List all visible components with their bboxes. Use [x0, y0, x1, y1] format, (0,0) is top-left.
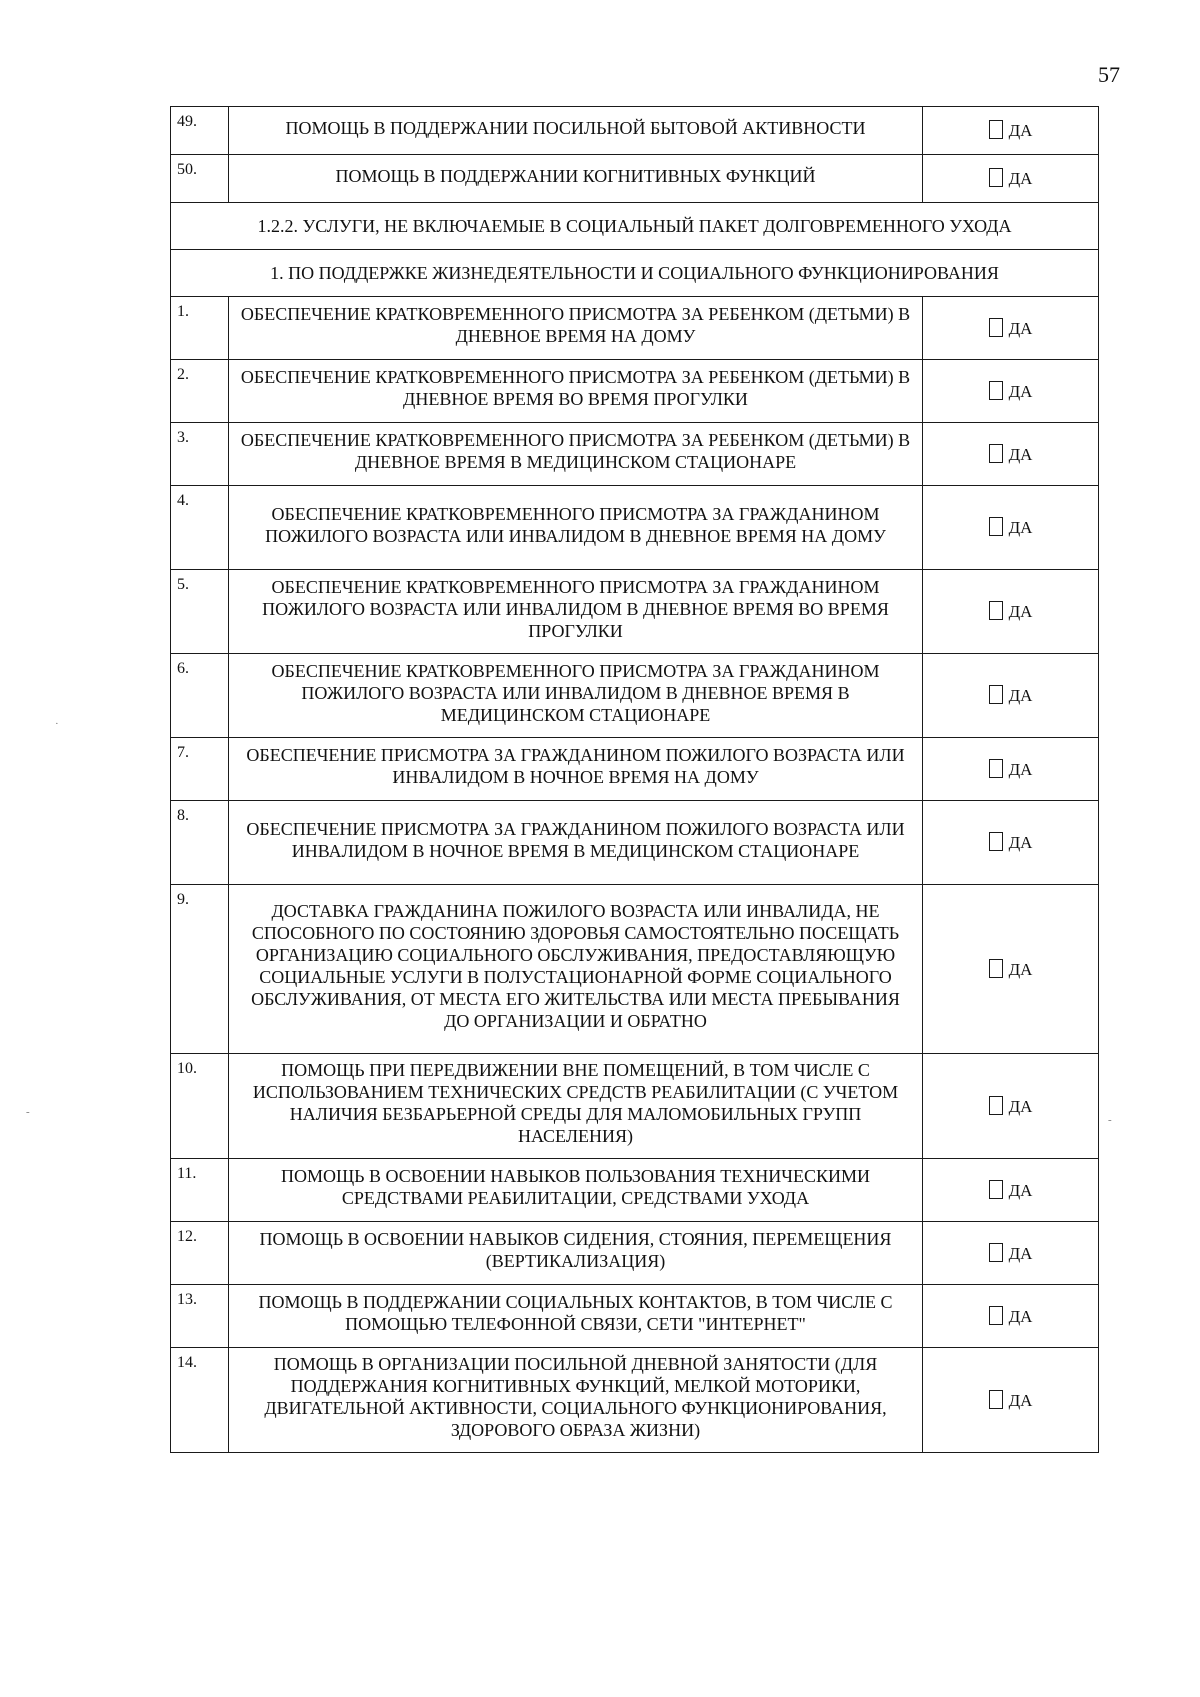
yes-checkbox-cell — [923, 1054, 1099, 1159]
checkbox-label: ДА — [1008, 318, 1033, 338]
checkbox-label: ДА — [1008, 1306, 1033, 1326]
service-description: ПОМОЩЬ В ПОДДЕРЖАНИИ КОГНИТИВНЫХ ФУНКЦИЙ — [229, 155, 923, 203]
table-row — [171, 486, 1099, 570]
row-number: 5. — [171, 570, 229, 654]
table-row — [171, 297, 1099, 360]
table-service-rows — [171, 297, 1099, 1453]
yes-checkbox-cell — [923, 107, 1099, 155]
checkbox[interactable] — [989, 120, 1003, 139]
table-section-headers — [171, 203, 1099, 297]
service-description: ОБЕСПЕЧЕНИЕ КРАТКОВРЕМЕННОГО ПРИСМОТРА ЗА РЕБЕНКОМ (ДЕТЬМИ) В ДНЕВНОЕ ВРЕМЯ ВО ВРЕМЯ ПРОГУЛКИ — [229, 360, 923, 423]
table-row — [171, 1348, 1099, 1453]
checkbox[interactable] — [989, 1180, 1003, 1199]
row-number: 50. — [171, 155, 229, 203]
table-row — [171, 107, 1099, 155]
service-description: ПОМОЩЬ В ПОДДЕРЖАНИИ СОЦИАЛЬНЫХ КОНТАКТОВ, В ТОМ ЧИСЛЕ С ПОМОЩЬЮ ТЕЛЕФОННОЙ СВЯЗИ, СЕТИ "ИНТЕРНЕТ" — [229, 1285, 923, 1348]
table-row — [171, 654, 1099, 738]
yes-checkbox-cell — [923, 297, 1099, 360]
yes-checkbox-cell — [923, 738, 1099, 801]
yes-checkbox-cell — [923, 1222, 1099, 1285]
table-row — [171, 360, 1099, 423]
checkbox[interactable] — [989, 168, 1003, 187]
scan-speck: - — [1108, 1114, 1112, 1126]
checkbox-label: ДА — [1008, 602, 1033, 621]
checkbox[interactable] — [989, 601, 1003, 620]
checkbox-label: ДА — [1008, 759, 1033, 779]
checkbox[interactable] — [989, 318, 1003, 337]
table-row — [171, 423, 1099, 486]
checkbox[interactable] — [989, 517, 1003, 536]
checkbox-label: ДА — [1008, 518, 1033, 537]
service-description: ОБЕСПЕЧЕНИЕ КРАТКОВРЕМЕННОГО ПРИСМОТРА ЗА ГРАЖДАНИНОМ ПОЖИЛОГО ВОЗРАСТА ИЛИ ИНВАЛИДОМ В ДНЕВНОЕ ВРЕМЯ ВО ВРЕМЯ ПРОГУЛКИ — [229, 570, 923, 654]
row-number: 49. — [171, 107, 229, 155]
row-number: 1. — [171, 297, 229, 360]
checkbox-label: ДА — [1008, 1390, 1033, 1410]
yes-checkbox-cell — [923, 1285, 1099, 1348]
section-title-row — [171, 203, 1099, 250]
yes-checkbox-cell — [923, 155, 1099, 203]
table-row — [171, 738, 1099, 801]
service-description: ПОМОЩЬ В ОСВОЕНИИ НАВЫКОВ ПОЛЬЗОВАНИЯ ТЕХНИЧЕСКИМИ СРЕДСТВАМИ РЕАБИЛИТАЦИИ, СРЕДСТВАМИ УХОДА — [229, 1159, 923, 1222]
table-row — [171, 801, 1099, 885]
table-row — [171, 1054, 1099, 1159]
table-row — [171, 885, 1099, 1054]
yes-checkbox-cell — [923, 1348, 1099, 1453]
checkbox-label: ДА — [1008, 959, 1033, 979]
yes-checkbox-cell — [923, 486, 1099, 570]
table-row — [171, 155, 1099, 203]
service-description: ПОМОЩЬ В ПОДДЕРЖАНИИ ПОСИЛЬНОЙ БЫТОВОЙ АКТИВНОСТИ — [229, 107, 923, 155]
checkbox-label: ДА — [1008, 169, 1033, 188]
row-number: 4. — [171, 486, 229, 570]
service-description: ОБЕСПЕЧЕНИЕ ПРИСМОТРА ЗА ГРАЖДАНИНОМ ПОЖИЛОГО ВОЗРАСТА ИЛИ ИНВАЛИДОМ В НОЧНОЕ ВРЕМЯ В МЕДИЦИНСКОМ СТАЦИОНАРЕ — [229, 801, 923, 885]
checkbox[interactable] — [989, 959, 1003, 978]
scan-speck: · — [55, 718, 59, 730]
checkbox[interactable] — [989, 1243, 1003, 1262]
service-description: ОБЕСПЕЧЕНИЕ КРАТКОВРЕМЕННОГО ПРИСМОТРА ЗА РЕБЕНКОМ (ДЕТЬМИ) В ДНЕВНОЕ ВРЕМЯ В МЕДИЦИНСКОМ СТАЦИОНАРЕ — [229, 423, 923, 486]
checkbox-label: ДА — [1008, 381, 1033, 401]
service-description: ПОМОЩЬ В ОРГАНИЗАЦИИ ПОСИЛЬНОЙ ДНЕВНОЙ ЗАНЯТОСТИ (ДЛЯ ПОДДЕРЖАНИЯ КОГНИТИВНЫХ ФУНКЦИЙ, МЕЛКОЙ МОТОРИКИ, ДВИГАТЕЛЬНОЙ АКТИВНОСТИ, СОЦИАЛЬНОГО ФУНКЦИОНИРОВАНИЯ, ЗДОРОВОГО ОБРАЗА ЖИЗНИ) — [229, 1348, 923, 1453]
checkbox[interactable] — [989, 1306, 1003, 1325]
row-number: 9. — [171, 885, 229, 1054]
row-number: 7. — [171, 738, 229, 801]
checkbox[interactable] — [989, 1096, 1003, 1115]
yes-checkbox-cell — [923, 801, 1099, 885]
checkbox-label: ДА — [1008, 1243, 1033, 1263]
row-number: 11. — [171, 1159, 229, 1222]
service-description: ДОСТАВКА ГРАЖДАНИНА ПОЖИЛОГО ВОЗРАСТА ИЛИ ИНВАЛИДА, НЕ СПОСОБНОГО ПО СОСТОЯНИЮ ЗДОРОВЬЯ САМОСТОЯТЕЛЬНО ПОСЕЩАТЬ ОРГАНИЗАЦИЮ СОЦИАЛЬНОГО ОБСЛУЖИВАНИЯ, ПРЕДОСТАВЛЯЮЩУЮ СОЦИАЛЬНЫЕ УСЛУГИ В ПОЛУСТАЦИОНАРНОЙ ФОРМЕ СОЦИАЛЬНОГО ОБСЛУЖИВАНИЯ, ОТ МЕСТА ЕГО ЖИТЕЛЬСТВА ИЛИ МЕСТА ПРЕБЫВАНИЯ ДО ОРГАНИЗАЦИИ И ОБРАТНО — [229, 885, 923, 1054]
scan-speck: - — [26, 1106, 30, 1118]
section-title: 1.2.2. УСЛУГИ, НЕ ВКЛЮЧАЕМЫЕ В СОЦИАЛЬНЫЙ ПАКЕТ ДОЛГОВРЕМЕННОГО УХОДА — [171, 203, 1099, 250]
yes-checkbox-cell — [923, 360, 1099, 423]
checkbox-label: ДА — [1008, 1180, 1033, 1200]
service-description: ОБЕСПЕЧЕНИЕ КРАТКОВРЕМЕННОГО ПРИСМОТРА ЗА РЕБЕНКОМ (ДЕТЬМИ) В ДНЕВНОЕ ВРЕМЯ НА ДОМУ — [229, 297, 923, 360]
checkbox[interactable] — [989, 444, 1003, 463]
row-number: 13. — [171, 1285, 229, 1348]
checkbox-label: ДА — [1008, 833, 1033, 852]
row-number: 8. — [171, 801, 229, 885]
yes-checkbox-cell — [923, 570, 1099, 654]
service-description: ОБЕСПЕЧЕНИЕ КРАТКОВРЕМЕННОГО ПРИСМОТРА ЗА ГРАЖДАНИНОМ ПОЖИЛОГО ВОЗРАСТА ИЛИ ИНВАЛИДОМ В ДНЕВНОЕ ВРЕМЯ НА ДОМУ — [229, 486, 923, 570]
yes-checkbox-cell — [923, 423, 1099, 486]
checkbox-label: ДА — [1008, 121, 1033, 140]
row-number: 6. — [171, 654, 229, 738]
checkbox-label: ДА — [1008, 1096, 1033, 1116]
checkbox[interactable] — [989, 1390, 1003, 1409]
checkbox[interactable] — [989, 685, 1003, 704]
yes-checkbox-cell — [923, 885, 1099, 1054]
table-row — [171, 1285, 1099, 1348]
services-table — [170, 106, 1099, 1453]
service-description: ОБЕСПЕЧЕНИЕ ПРИСМОТРА ЗА ГРАЖДАНИНОМ ПОЖИЛОГО ВОЗРАСТА ИЛИ ИНВАЛИДОМ В НОЧНОЕ ВРЕМЯ НА ДОМУ — [229, 738, 923, 801]
row-number: 10. — [171, 1054, 229, 1159]
subsection-title: 1. ПО ПОДДЕРЖКЕ ЖИЗНЕДЕЯТЕЛЬНОСТИ И СОЦИАЛЬНОГО ФУНКЦИОНИРОВАНИЯ — [171, 250, 1099, 297]
row-number: 14. — [171, 1348, 229, 1453]
table-row — [171, 570, 1099, 654]
row-number: 2. — [171, 360, 229, 423]
yes-checkbox-cell — [923, 1159, 1099, 1222]
service-description: ОБЕСПЕЧЕНИЕ КРАТКОВРЕМЕННОГО ПРИСМОТРА ЗА ГРАЖДАНИНОМ ПОЖИЛОГО ВОЗРАСТА ИЛИ ИНВАЛИДОМ В ДНЕВНОЕ ВРЕМЯ В МЕДИЦИНСКОМ СТАЦИОНАРЕ — [229, 654, 923, 738]
row-number: 3. — [171, 423, 229, 486]
yes-checkbox-cell — [923, 654, 1099, 738]
table-row — [171, 1222, 1099, 1285]
checkbox-label: ДА — [1008, 686, 1033, 705]
service-description: ПОМОЩЬ В ОСВОЕНИИ НАВЫКОВ СИДЕНИЯ, СТОЯНИЯ, ПЕРЕМЕЩЕНИЯ (ВЕРТИКАЛИЗАЦИЯ) — [229, 1222, 923, 1285]
checkbox[interactable] — [989, 832, 1003, 851]
table-row — [171, 1159, 1099, 1222]
table-top-rows — [171, 107, 1099, 203]
checkbox[interactable] — [989, 759, 1003, 778]
checkbox[interactable] — [989, 381, 1003, 400]
checkbox-label: ДА — [1008, 444, 1033, 464]
page-number: 57 — [1098, 62, 1120, 87]
row-number: 12. — [171, 1222, 229, 1285]
subsection-title-row — [171, 250, 1099, 297]
service-description: ПОМОЩЬ ПРИ ПЕРЕДВИЖЕНИИ ВНЕ ПОМЕЩЕНИЙ, В ТОМ ЧИСЛЕ С ИСПОЛЬЗОВАНИЕМ ТЕХНИЧЕСКИХ СРЕДСТВ РЕАБИЛИТАЦИИ (С УЧЕТОМ НАЛИЧИЯ БЕЗБАРЬЕРНОЙ СРЕДЫ ДЛЯ МАЛОМОБИЛЬНЫХ ГРУПП НАСЕЛЕНИЯ) — [229, 1054, 923, 1159]
